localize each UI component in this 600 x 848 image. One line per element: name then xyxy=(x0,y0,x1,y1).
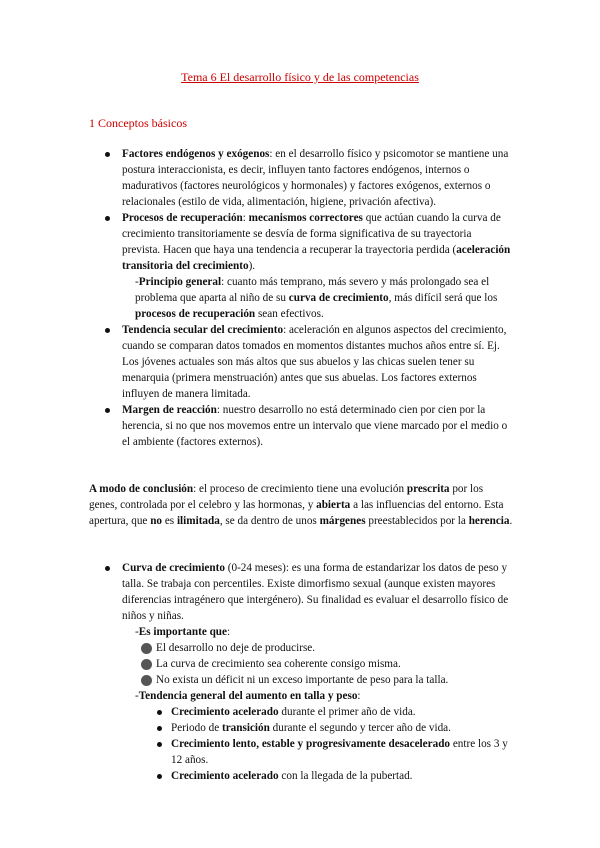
text: durante el primer año de vida. xyxy=(278,706,416,718)
bullet-icon xyxy=(157,774,162,779)
term: Procesos de recuperación xyxy=(122,212,243,224)
text: : cuanto más temprano, más severo y más prolongado sea el problema que aparta al niño de su xyxy=(135,276,490,304)
text: . xyxy=(509,515,513,527)
term: mecanismos correctores xyxy=(248,212,363,224)
list-item xyxy=(0,672,513,688)
term: no xyxy=(150,515,163,527)
dash: - xyxy=(135,690,139,702)
text: preestablecidos por la xyxy=(365,515,469,527)
conclusion-paragraph xyxy=(0,481,600,529)
term: Principio general xyxy=(138,276,222,288)
term: Tendencia general del aumento en talla y peso xyxy=(138,690,358,702)
growth-curve-section xyxy=(0,560,600,784)
text: con la llegada de la pubertad. xyxy=(278,770,413,782)
term: Crecimiento acelerado xyxy=(171,706,279,718)
list-item xyxy=(0,210,512,274)
term: curva de crecimiento xyxy=(288,292,389,304)
definition: : aceleración en algunos aspectos del crecimiento, cuando se comparan datos tomados en momentos distantes muchos años entre sí. Ej. Los jóvenes actuales son más altos que sus abuelos y las chicas suelen tener su menarquia (primera menstruación) antes que sus abuelas. Los factores externos influyen de manera limitada. xyxy=(122,324,507,400)
bullet-icon xyxy=(105,328,110,333)
section-heading: 1 Conceptos básicos xyxy=(89,116,187,130)
bullet-icon xyxy=(157,742,162,747)
text: No exista un déficit ni un exceso importante de peso para la talla. xyxy=(156,674,449,686)
text: sean efectivos. xyxy=(255,308,324,320)
text: ). xyxy=(248,260,256,272)
term: aceleración transitoria del crecimiento xyxy=(122,244,511,272)
dash: - xyxy=(135,626,139,638)
circle-bullet-icon xyxy=(141,643,152,654)
dash: - xyxy=(135,276,139,288)
list-item xyxy=(0,560,512,624)
term: Crecimiento acelerado xyxy=(171,770,279,782)
bullet-icon xyxy=(105,216,110,221)
list-item xyxy=(0,322,512,402)
text: entre los 3 y 12 años. xyxy=(171,738,508,766)
term: abierta xyxy=(316,499,351,511)
text: Periodo de xyxy=(171,722,222,734)
circle-bullet-icon xyxy=(141,659,152,670)
list-item xyxy=(0,640,513,656)
text: que actúan cuando la curva de crecimiento transitoriamente se desvía de forma significativa de su trayectoria prevista. Hacen que haya una tendencia a recuperar la trayectoria perdida ( xyxy=(122,212,501,256)
list-item xyxy=(0,720,513,736)
text: El desarrollo no deje de producirse. xyxy=(156,642,316,654)
list-item xyxy=(0,402,512,450)
text: : el proceso de crecimiento tiene una evolución xyxy=(193,483,407,495)
page-title: Tema 6 El desarrollo físico y de las competencias xyxy=(181,70,419,84)
concepts-list xyxy=(0,146,600,450)
trend-heading xyxy=(0,688,512,704)
text: : xyxy=(357,690,361,702)
term: Tendencia secular del crecimiento xyxy=(122,324,284,336)
term: márgenes xyxy=(319,515,366,527)
text: : xyxy=(242,212,249,224)
text: por los genes, controlada por el celebro y las hormonas, y xyxy=(89,483,484,511)
term: prescrita xyxy=(406,483,450,495)
term: procesos de recuperación xyxy=(135,308,256,320)
text: : xyxy=(227,626,231,638)
principle-note xyxy=(0,274,512,322)
list-item xyxy=(0,736,513,768)
text: , se da dentro de unos xyxy=(219,515,320,527)
circle-bullet-icon xyxy=(141,675,152,686)
bullet-icon xyxy=(157,726,162,731)
bullet-icon xyxy=(105,152,110,157)
bullet-icon xyxy=(105,408,110,413)
term: Factores endógenos y exógenos xyxy=(122,148,270,160)
definition: : nuestro desarrollo no está determinado cien por cien por la herencia, si no que nos movemos entre un intervalo que viene marcado por el medio o el ambiente (factores externos). xyxy=(122,404,508,448)
list-item xyxy=(0,704,513,720)
list-item xyxy=(0,656,513,672)
term: herencia xyxy=(468,515,510,527)
list-item xyxy=(0,146,512,210)
term: ilimitada xyxy=(176,515,220,527)
bullet-icon xyxy=(157,710,162,715)
list-item xyxy=(0,768,513,784)
text: a las influencias del entorno. Esta apertura, que xyxy=(89,499,504,527)
term: Es importante que xyxy=(138,626,227,638)
text: durante el segundo y tercer año de vida. xyxy=(269,722,451,734)
text: es xyxy=(162,515,177,527)
text: , más difícil será que los xyxy=(388,292,498,304)
term: transición xyxy=(221,722,270,734)
term: Crecimiento lento, estable y progresivamente desacelerado xyxy=(171,738,451,750)
term: Curva de crecimiento xyxy=(122,562,225,574)
term: Margen de reacción xyxy=(122,404,217,416)
text: La curva de crecimiento sea coherente consigo misma. xyxy=(156,658,401,670)
important-heading xyxy=(0,624,512,640)
bullet-icon xyxy=(105,566,110,571)
definition: : en el desarrollo físico y psicomotor se mantiene una postura interaccionista, es decir, influyen tanto factores endógenos, internos o madurativos (factores neurológicos y hormonales) y factores exógenos, externos o relacionales (estilo de vida, alimentación, higiene, privación afectiva). xyxy=(122,148,509,208)
definition: (0-24 meses): es una forma de estandarizar los datos de peso y talla. Se trabaja con percentiles. Existe dimorfismo sexual (aunque existen mayores diferencias intragénero que intergénero). Su finalidad es evaluar el desarrollo físico de niños y niñas. xyxy=(122,562,509,622)
term: A modo de conclusión xyxy=(89,483,194,495)
